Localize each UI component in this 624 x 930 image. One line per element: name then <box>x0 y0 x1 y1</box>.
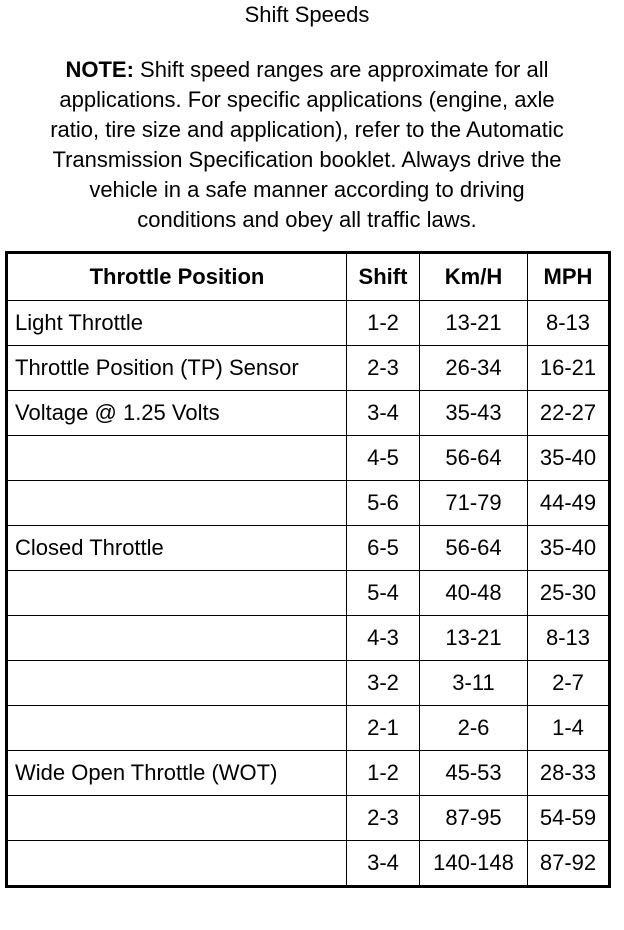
cell-throttle-position <box>7 661 347 706</box>
cell-throttle-position: Closed Throttle <box>7 526 347 571</box>
cell-mph: 2-7 <box>528 661 610 706</box>
cell-shift: 2-3 <box>347 346 420 391</box>
cell-mph: 25-30 <box>528 571 610 616</box>
cell-shift: 3-4 <box>347 391 420 436</box>
cell-mph: 22-27 <box>528 391 610 436</box>
cell-shift: 1-2 <box>347 301 420 346</box>
cell-mph: 35-40 <box>528 436 610 481</box>
cell-kmh: 87-95 <box>420 796 528 841</box>
table-row <box>7 526 610 571</box>
cell-shift: 5-4 <box>347 571 420 616</box>
cell-throttle-position <box>7 571 347 616</box>
cell-throttle-position: Light Throttle <box>7 301 347 346</box>
page-title: Shift Speeds <box>244 2 370 27</box>
cell-mph: 8-13 <box>528 616 610 661</box>
cell-mph: 8-13 <box>528 301 610 346</box>
note-line: applications. For specific applications (engine, axle <box>59 87 555 112</box>
cell-kmh: 26-34 <box>420 346 528 391</box>
cell-kmh: 71-79 <box>420 481 528 526</box>
cell-throttle-position: Wide Open Throttle (WOT) <box>7 751 347 796</box>
note-line: Transmission Specification booklet. Always drive the <box>52 147 562 172</box>
cell-kmh: 40-48 <box>420 571 528 616</box>
cell-shift: 6-5 <box>347 526 420 571</box>
table-row <box>7 841 610 887</box>
cell-mph: 16-21 <box>528 346 610 391</box>
cell-mph: 87-92 <box>528 841 610 887</box>
header-shift: Shift <box>347 253 420 301</box>
table-row <box>7 706 610 751</box>
cell-kmh: 35-43 <box>420 391 528 436</box>
cell-mph: 1-4 <box>528 706 610 751</box>
note-line: conditions and obey all traffic laws. <box>137 207 477 232</box>
table-header-row <box>7 253 610 301</box>
cell-shift: 3-4 <box>347 841 420 887</box>
cell-kmh: 13-21 <box>420 616 528 661</box>
header-throttle-position: Throttle Position <box>7 253 347 301</box>
cell-kmh: 56-64 <box>420 436 528 481</box>
cell-mph: 54-59 <box>528 796 610 841</box>
cell-throttle-position: Throttle Position (TP) Sensor <box>7 346 347 391</box>
note-text: Shift speed ranges are approximate for all <box>133 57 549 82</box>
cell-throttle-position <box>7 616 347 661</box>
cell-kmh: 2-6 <box>420 706 528 751</box>
cell-shift: 1-2 <box>347 751 420 796</box>
cell-shift: 4-3 <box>347 616 420 661</box>
cell-throttle-position <box>7 841 347 887</box>
cell-mph: 35-40 <box>528 526 610 571</box>
table-row <box>7 481 610 526</box>
table-row <box>7 571 610 616</box>
cell-kmh: 13-21 <box>420 301 528 346</box>
note-label: NOTE: <box>65 57 134 82</box>
header-mph: MPH <box>528 253 610 301</box>
cell-mph: 44-49 <box>528 481 610 526</box>
note-line: vehicle in a safe manner according to driving <box>89 177 525 202</box>
cell-kmh: 140-148 <box>420 841 528 887</box>
table-row <box>7 616 610 661</box>
table-row <box>7 346 610 391</box>
cell-throttle-position <box>7 796 347 841</box>
shift-speeds-table <box>5 251 611 888</box>
table-row <box>7 301 610 346</box>
cell-shift: 4-5 <box>347 436 420 481</box>
cell-kmh: 3-11 <box>420 661 528 706</box>
note-line <box>0 55 614 85</box>
table-row <box>7 391 610 436</box>
cell-shift: 3-2 <box>347 661 420 706</box>
header-kmh: Km/H <box>420 253 528 301</box>
cell-shift: 5-6 <box>347 481 420 526</box>
cell-shift: 2-1 <box>347 706 420 751</box>
table-row <box>7 436 610 481</box>
cell-mph: 28-33 <box>528 751 610 796</box>
table-row <box>7 796 610 841</box>
table-row <box>7 661 610 706</box>
cell-throttle-position <box>7 481 347 526</box>
cell-kmh: 45-53 <box>420 751 528 796</box>
cell-throttle-position <box>7 706 347 751</box>
cell-throttle-position <box>7 436 347 481</box>
note-line: ratio, tire size and application), refer to the Automatic <box>50 117 564 142</box>
table-row <box>7 751 610 796</box>
note-paragraph <box>0 55 614 235</box>
cell-kmh: 56-64 <box>420 526 528 571</box>
cell-shift: 2-3 <box>347 796 420 841</box>
cell-throttle-position: Voltage @ 1.25 Volts <box>7 391 347 436</box>
